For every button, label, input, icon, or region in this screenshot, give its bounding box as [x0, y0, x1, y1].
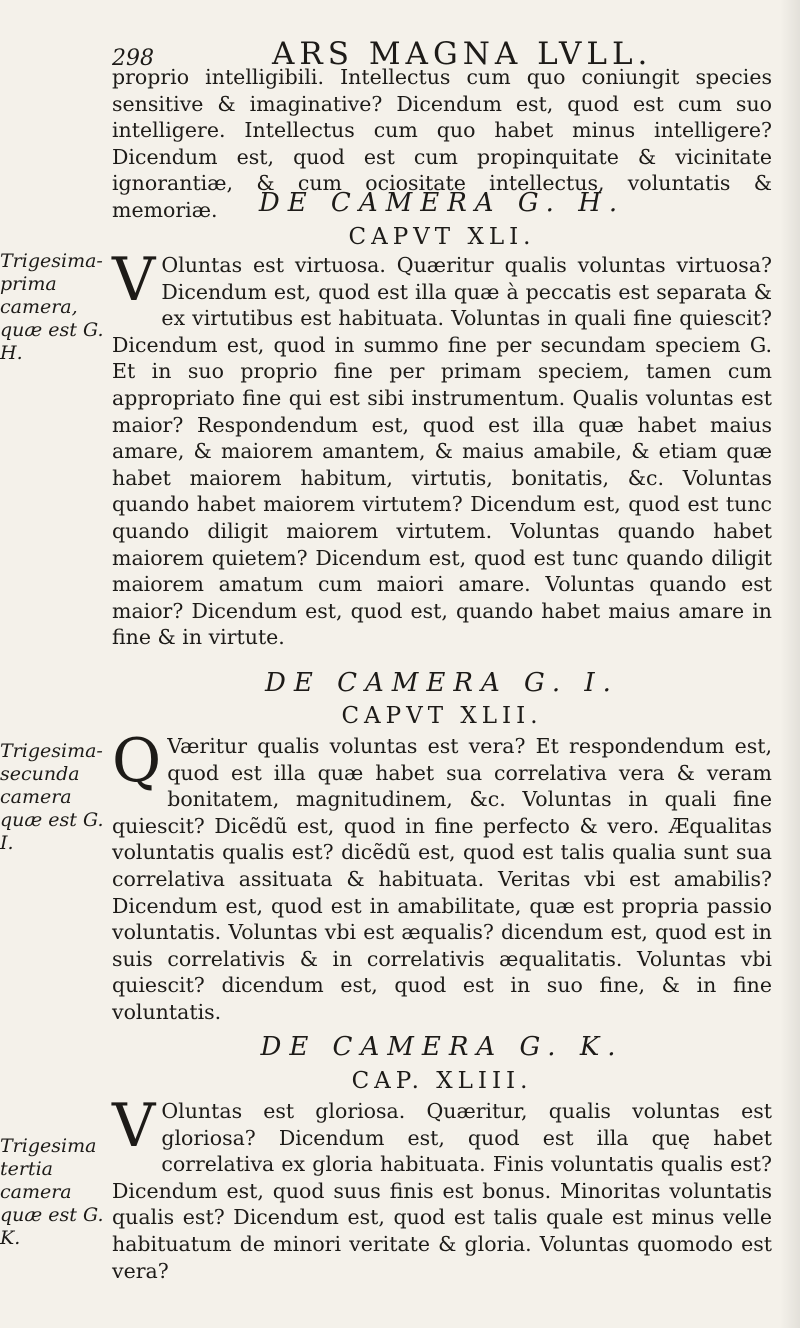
running-title: ARS MAGNA LVLL.	[272, 36, 653, 72]
chapter-heading: CAP. XLIII.	[351, 1068, 533, 1094]
marginal-note: Trigesima-secunda camera quæ est G. I.	[0, 740, 104, 854]
marginal-note: Trigesima-prima camera, quæ est G. H.	[0, 250, 104, 364]
section-heading: DE CAMERA G. I.	[265, 668, 619, 698]
chapter-heading: CAPVT XLI.	[348, 224, 536, 250]
chapter-heading: CAPVT XLII.	[341, 703, 543, 729]
chapter-body	[112, 245, 772, 651]
page-edge-shadow	[780, 0, 800, 1328]
drop-initial: Q	[112, 726, 162, 796]
page-number: 298	[112, 46, 154, 71]
marginal-note: Trigesima tertia camera quæ est G. K.	[0, 1135, 104, 1249]
chapter-body	[112, 1091, 772, 1284]
intro-text: proprio intelligibili. Intellectus cum quo coniungit species sensitive & imaginative? Dicendum est, quod est cum suo intelligere. Intellectus cum quo habet minus intelligere? Dicendum est, quod est cum propinquitate & vicinitate ignorantiæ, & cum ociositate intellectus, voluntatis & memoriæ.	[112, 65, 772, 222]
section-heading: DE CAMERA G. H.	[258, 188, 626, 218]
drop-initial: V	[112, 1091, 156, 1161]
drop-initial: V	[112, 245, 156, 315]
page-header	[0, 18, 800, 72]
chapter-text: Oluntas est gloriosa. Quæritur, qualis voluntas est gloriosa? Dicendum est, quod est illa quę habet correlativa ex gloria habituata. Finis voluntatis qualis est? Dicendum est, quod suus finis est bonus. Minoritas voluntatis qualis est? Dicendum est, quod est talis quale est minus velle habituatum de minori veritate & gloria. Voluntas quomodo est vera?	[112, 1099, 772, 1283]
section-heading: DE CAMERA G. K.	[260, 1032, 624, 1062]
chapter-body	[112, 726, 772, 1026]
chapter-text: Væritur qualis voluntas est vera? Et respondendum est, quod est illa quæ habet sua correlativa vera & veram bonitatem, magnitudinem, &c. Voluntas in quali fine quiescit? Dicẽdũ est, quod in fine perfecto & vero. Æqualitas voluntatis qualis est? dicẽdũ est, quod est talis qualia sunt sua correlativa assituata & habituata. Veritas vbi est amabilis? Dicendum est, quod est in amabilitate, quæ est propria passio voluntatis. Voluntas vbi est æqualis? dicendum est, quod est in suis correlativis & in correlativis æqualitatis. Voluntas vbi quiescit? dicendum est, quod est in suo fine, & in fine voluntatis.	[112, 734, 772, 1024]
chapter-text: Oluntas est virtuosa. Quæritur qualis voluntas virtuosa? Dicendum est, quod est illa quæ à peccatis est separata & ex virtutibus est habituata. Voluntas in quali fine quiescit? Dicendum est, quod in summo fine per secundam speciem G. Et in suo proprio fine per primam speciem, tamen cum appropriato fine qui est sibi instrumentum. Qualis voluntas est maior? Respondendum est, quod est illa quæ habet maius amare, & maiorem amantem, & maius amabile, & etiam quæ habet maiorem habitum, virtutis, bonitatis, &c. Voluntas quando habet maiorem virtutem? Dicendum est, quod est tunc quando diligit maiorem virtutem. Voluntas quando habet maiorem quietem? Dicendum est, quod est tunc quando diligit maiorem amatum cum maiori amare. Voluntas quando est maior? Dicendum est, quod est, quando habet maius amare in fine & in virtute.	[112, 253, 772, 650]
